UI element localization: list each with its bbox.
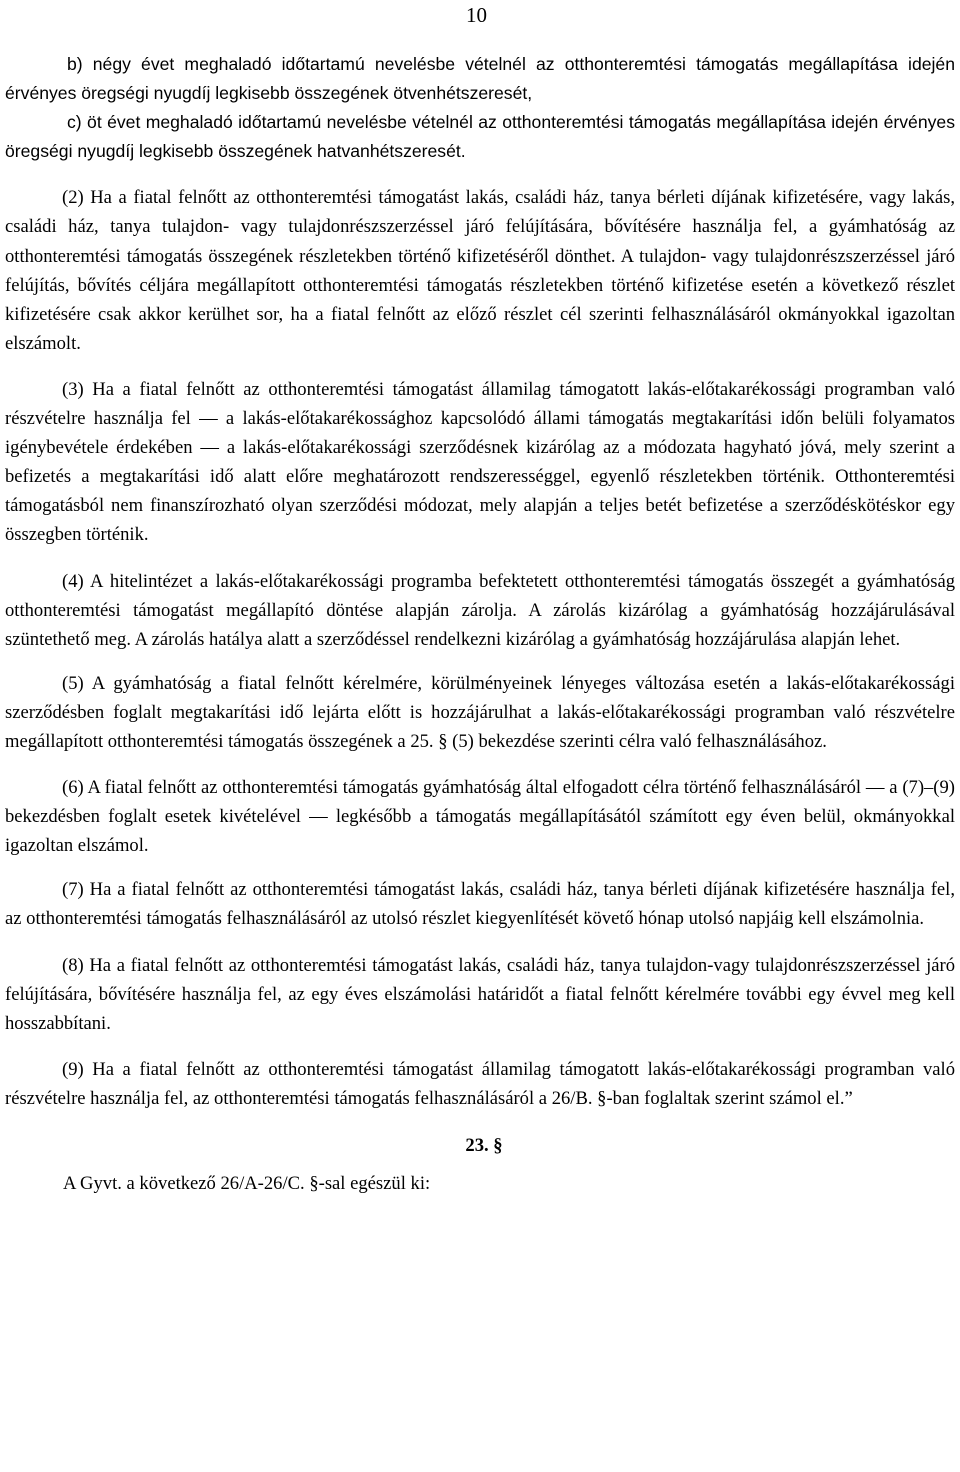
paragraph-3: (3) Ha a fiatal felnőtt az otthonteremtési támogatást államilag támogatott lakás-előtakarékossági programban való részvételre használja fel — a lakás-előtakarékossághoz kapcsolódó állami támogatás megtakarítási időn belüli folyamatos igénybevétele érdekében — a lakás-előtakarékossági szerződésnek kizárólag az a módozata hagyható jóvá, mely szerint a befizetés a megtakarítási idő alatt előre meghatározott rendszerességgel, egyenlő részletekben történik. Otthonteremtési támogatásból nem finanszírozható olyan szerződési módozat, mely alapján a teljes betét befizetése a szerződéskötéskor egy összegben történik. — [5, 378, 955, 546]
amendment-intro: A Gyvt. a következő 26/A-26/C. §-sal egészül ki: — [63, 1173, 431, 1195]
paragraph-2: (2) Ha a fiatal felnőtt az otthonteremtési támogatást lakás, családi ház, tanya bérleti díjának kifizetésére, vagy lakás, családi ház, tanya tulajdon- vagy tulajdonrészszerzéssel járó felújítására, bővítésére használja fel, a gyámhatóság az otthonteremtési támogatás összegének részletekben történő kifizetéséről dönthet. A tulajdon- vagy tulajdonrészszerzéssel járó felújítás, bővítés céljára megállapított otthonteremtési támogatás részletekben történő kifizetése esetén a következő részlet kifizetésére csak akkor kerülhet sor, ha a fiatal felnőtt az előző részlet cél szerinti felhasználásáról okmányokkal igazoltan elszámolt. — [5, 187, 955, 354]
paragraph-6: (6) A fiatal felnőtt az otthonteremtési támogatás gyámhatóság által elfogadott célra történő felhasználásáról — a (7)–(9) bekezdésben foglalt esetek kivételével — legkésőbb a támogatás megállapításától számított egy éven belül, okmányokkal igazoltan elszámol. — [5, 777, 955, 857]
paragraph-5: (5) A gyámhatóság a fiatal felnőtt kérelmére, körülményeinek lényeges változása esetén a lakás-előtakarékossági szerződésben foglalt megtakarítási idő lejárta előtt is hozzájárulhat a lakás-előtakarékossági programban való részvételre megállapított otthonteremtési támogatás összegének a 25. § (5) bekezdése szerinti célra való felhasználásához. — [5, 672, 955, 752]
paragraph-8: (8) Ha a fiatal felnőtt az otthonteremtési támogatást lakás, családi ház, tanya tulajdon-vagy tulajdonrészszerzéssel járó felújítására, bővítésére használja fel, az egy éves elszámolási határidőt a fiatal felnőtt kérelmére további egy évvel meg kell hosszabbítani. — [5, 954, 955, 1034]
paragraph-9: (9) Ha a fiatal felnőtt az otthonteremtési támogatást államilag támogatott lakás-előtakarékossági programban való részvételre használja fel, az otthonteremtési támogatás felhasználásáról a 26/B. §-ban foglaltak szerint számol el.” — [5, 1058, 955, 1109]
document-body — [5, 50, 955, 1198]
paragraph-4: (4) A hitelintézet a lakás-előtakarékossági programba befektetett otthonteremtési támogatás összegét a gyámhatóság otthonteremtési támogatást megállapító döntése alapján zárolja. A zárolás kizárólag a gyámhatóság hozzájárulásával szüntethető meg. A zárolás hatálya alatt a szerződéssel rendelkezni kizárólag a gyámhatóság hozzájárulása alapján lehet. — [5, 570, 955, 650]
item-b: b) négy évet meghaladó időtartamú nevelésbe vételnél az otthonteremtési támogatás megállapítása idején érvényes öregségi nyugdíj legkisebb összegének ötvenhétszeresét, — [5, 54, 955, 104]
item-c: c) öt évet meghaladó időtartamú nevelésbe vételnél az otthonteremtési támogatás megállapítása idején érvényes öregségi nyugdíj legkisebb összegének hatvanhétszeresét. — [5, 112, 955, 162]
page-number: 10 — [466, 3, 487, 27]
section-number: 23. § — [465, 1135, 503, 1156]
paragraph-7: (7) Ha a fiatal felnőtt az otthonteremtési támogatást lakás, családi ház, tanya bérleti díjának kifizetésére használja fel, az otthonteremtési támogatás felhasználásáról az utolsó részlet kiegyenlítését követő hónap utolsó napjáig kell elszámolnia. — [5, 879, 955, 930]
